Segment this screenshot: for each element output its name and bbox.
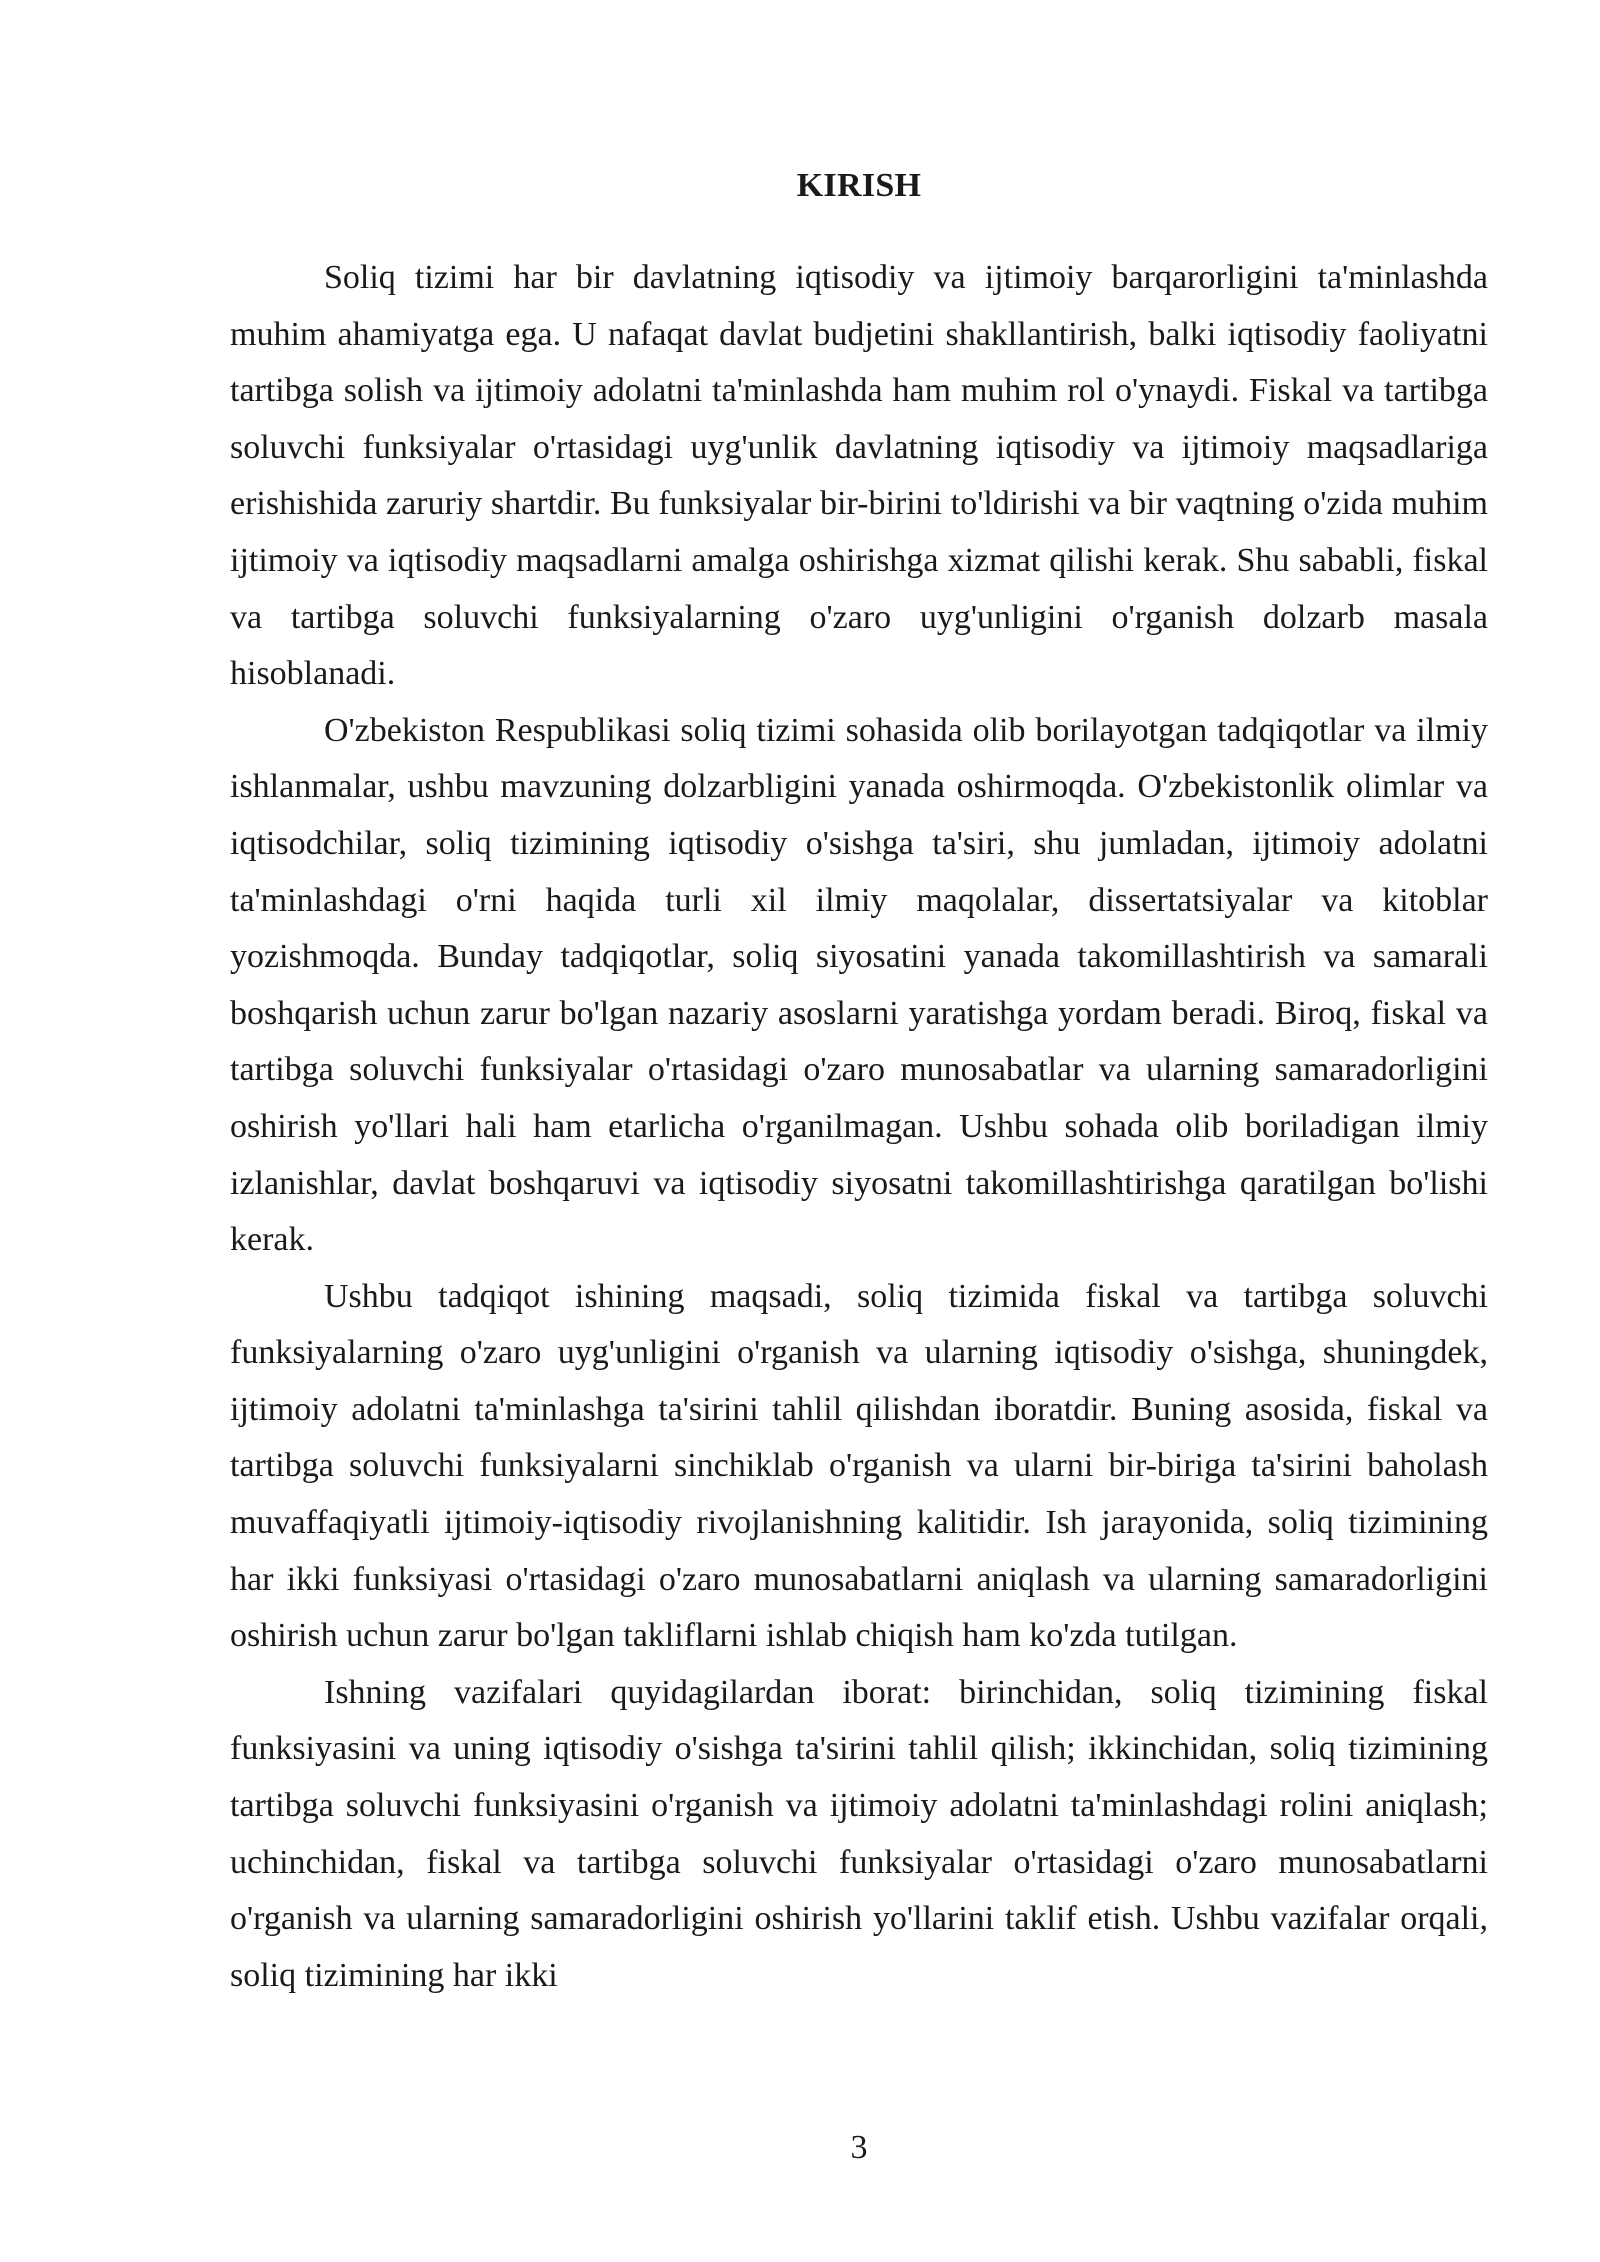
paragraph-1: Soliq tizimi har bir davlatning iqtisodiy va ijtimoiy barqarorligini ta'minlashda muhim ahamiyatga ega. U nafaqat davlat budjetini shakllantirish, balki iqtisodiy faoliyatni tartibga solish va ijtimoiy adolatni ta'minlashda ham muhim rol o'ynaydi. Fiskal va tartibga soluvchi funksiyalar o'rtasidagi uyg'unlik davlatning iqtisodiy va ijtimoiy maqsadlariga erishishida zaruriy shartdir. Bu funksiyalar bir-birini to'ldirishi va bir vaqtning o'zida muhim ijtimoiy va iqtisodiy maqsadlarni amalga oshirishga xizmat qilishi kerak. Shu sababli, fiskal va tartibga soluvchi funksiyalarning o'zaro uyg'unligini o'rganish dolzarb masala hisoblanadi. bbox=[230, 259, 1488, 693]
body-text bbox=[230, 250, 1488, 2004]
paragraph-3: Ushbu tadqiqot ishining maqsadi, soliq tizimida fiskal va tartibga soluvchi funksiyalarning o'zaro uyg'unligini o'rganish va ularning iqtisodiy o'sishga, shuningdek, ijtimoiy adolatni ta'minlashga ta'sirini tahlil qilishdan iboratdir. Buning asosida, fiskal va tartibga soluvchi funksiyalarni sinchiklab o'rganish va ularni bir-biriga ta'sirini baholash muvaffaqiyatli ijtimoiy-iqtisodiy rivojlanishning kalitidir. Ish jarayonida, soliq tizimining har ikki funksiyasi o'rtasidagi o'zaro munosabatlarni aniqlash va ularning samaradorligini oshirish uchun zarur bo'lgan takliflarni ishlab chiqish ham ko'zda tutilgan. bbox=[230, 1277, 1488, 1655]
paragraph-2: O'zbekiston Respublikasi soliq tizimi sohasida olib borilayotgan tadqiqotlar va ilmiy ishlanmalar, ushbu mavzuning dolzarbligini yanada oshirmoqda. O'zbekistonlik olimlar va iqtisodchilar, soliq tizimining iqtisodiy o'sishga ta'siri, shu jumladan, ijtimoiy adolatni ta'minlashdagi o'rni haqida turli xil ilmiy maqolalar, dissertatsiyalar va kitoblar yozishmoqda. Bunday tadqiqotlar, soliq siyosatini yanada takomillashtirish va samarali boshqarish uchun zarur bo'lgan nazariy asoslarni yaratishga yordam beradi. Biroq, fiskal va tartibga soluvchi funksiyalar o'rtasidagi o'zaro munosabatlar va ularning samaradorligini oshirish yo'llari hali ham etarlicha o'rganilmagan. Ushbu sohada olib boriladigan ilmiy izlanishlar, davlat boshqaruvi va iqtisodiy siyosatni takomillashtirishga qaratilgan bo'lishi kerak. bbox=[230, 711, 1488, 1259]
section-heading: KIRISH bbox=[796, 167, 922, 204]
page-number: 3 bbox=[850, 2129, 868, 2166]
paragraph-4: Ishning vazifalari quyidagilardan iborat: birinchidan, soliq tizimining fiskal funksiyasini va uning iqtisodiy o'sishga ta'sirini tahlil qilish; ikkinchidan, soliq tizimining tartibga soluvchi funksiyasini o'rganish va ijtimoiy adolatni ta'minlashdagi rolini aniqlash; uchinchidan, fiskal va tartibga soluvchi funksiyalar o'rtasidagi o'zaro munosabatlarni o'rganish va ularning samaradorligini oshirish yo'llarini taklif etish. Ushbu vazifalar orqali, soliq tizimining har ikki bbox=[230, 1673, 1488, 1994]
